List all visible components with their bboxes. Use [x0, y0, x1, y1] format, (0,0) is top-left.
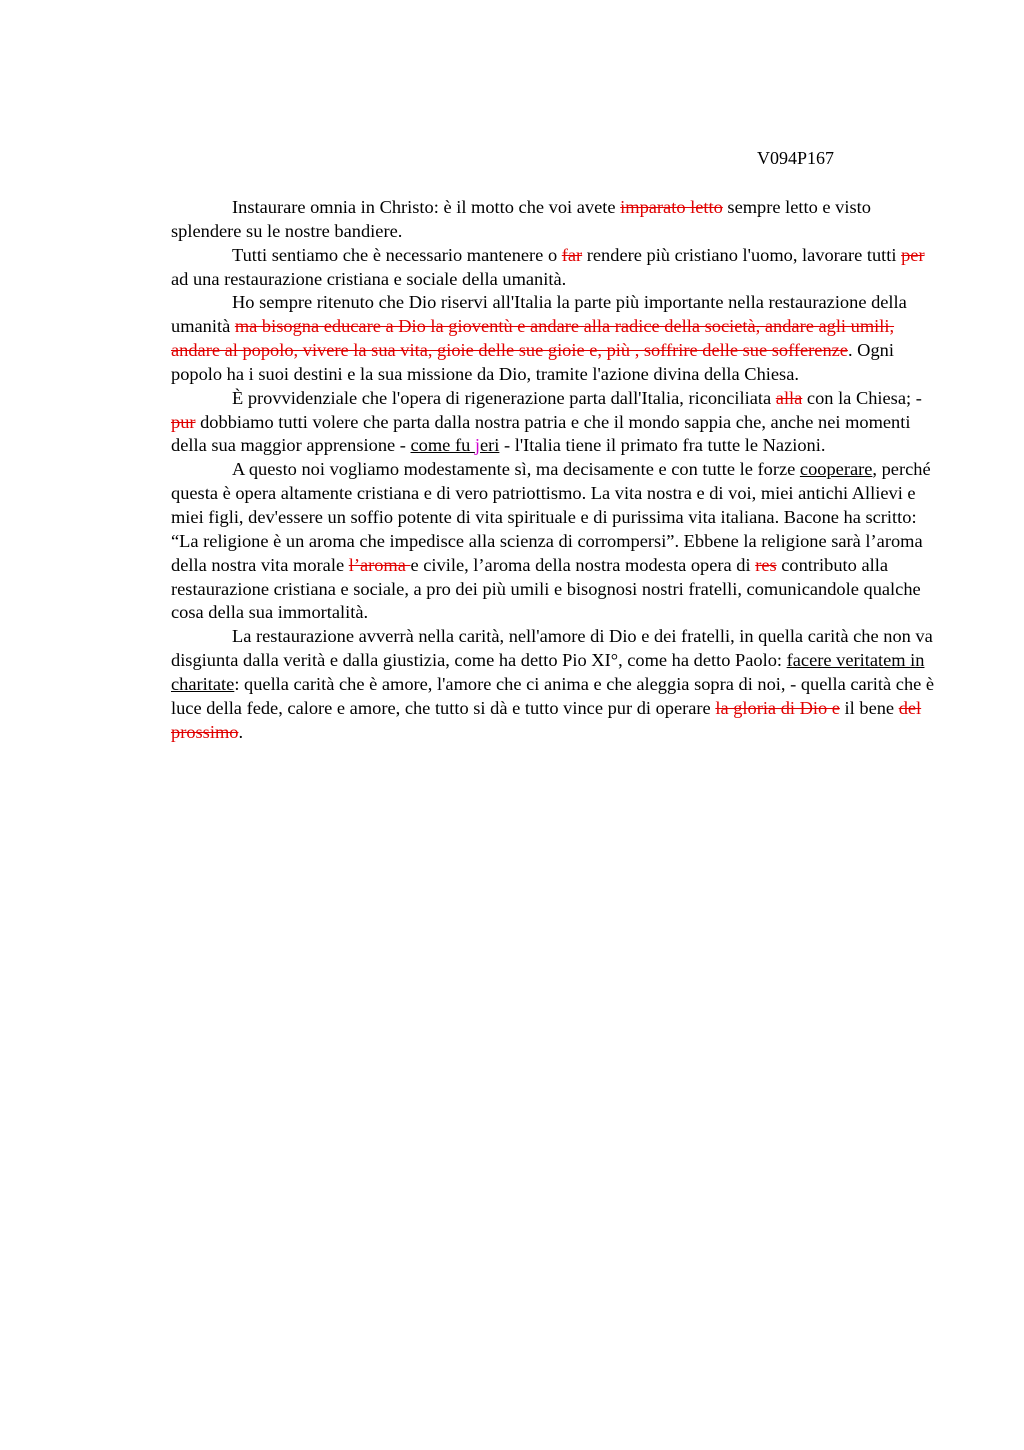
text-run: . Ogni popolo ha i suoi destini e la sua missione da Dio, tramite l'azione divina della Chiesa.: [171, 340, 894, 384]
underlined-text: cooperare: [799, 459, 873, 480]
paragraph-2: [171, 244, 941, 292]
deleted-text: pur: [171, 411, 196, 432]
text-run: dobbiamo tutti volere che parta dalla nostra patria e che il mondo sappia che, anche nei momenti della sua maggior apprensione -: [171, 411, 911, 456]
text-run: contributo alla restaurazione cristiana e sociale, a pro dei più umili e bisognosi nostri fratelli, comunicandole qualche cosa della sua immortalità.: [171, 554, 921, 623]
deleted-text: per: [901, 244, 925, 265]
document-body: [171, 196, 941, 744]
paragraph-6: [171, 625, 941, 744]
text-run: Instaurare omnia in Christo: è il motto che voi avete: [232, 197, 621, 217]
text-run: Tutti sentiamo che è necessario mantenere o: [232, 244, 562, 265]
text-run: , perché questa è opera altamente cristiana e di vero patriottismo. La vita nostra e di voi, miei antichi Allievi e miei figli, dev'essere un soffio potente di vita spirituale e di purissima vita italiana. Bacone ha scritto: “La religione è un aroma che impedisce alla scienza di corrompersi”. Ebbene la religione sarà l’aroma della nostra vita morale: [171, 459, 931, 575]
deleted-text: far: [561, 244, 583, 265]
inserted-text: j: [474, 435, 480, 456]
text-run: con la Chiesa; -: [802, 387, 922, 408]
deleted-text: la gloria di Dio e: [715, 697, 840, 718]
underlined-text: facere veritatem in charitate: [171, 650, 925, 694]
page-identifier: V094P167: [757, 148, 835, 168]
deleted-text: imparato letto: [620, 197, 723, 217]
underlined-text: come fu: [410, 435, 475, 456]
paragraph-4: [171, 387, 941, 459]
text-run: e civile, l’aroma della nostra modesta opera di: [410, 554, 756, 575]
text-run: La restaurazione avverrà nella carità, nell'amore di Dio e dei fratelli, in quella carità che non va disgiunta dalla verità e dalla giustizia, come ha detto Pio XI°, come ha detto Paolo:: [171, 626, 933, 671]
text-run: il bene: [839, 697, 899, 718]
text-run: Ho sempre ritenuto che Dio riservi all'Italia la parte più importante nella restaurazione della umanità: [171, 292, 907, 337]
deleted-text: l’aroma: [348, 554, 411, 575]
paragraph-1: [171, 196, 941, 244]
paragraph-3: [171, 291, 941, 386]
deleted-text: res: [755, 554, 777, 575]
text-run: - l'Italia tiene il primato fra tutte le Nazioni.: [499, 435, 826, 456]
paragraph-5: [171, 458, 941, 625]
text-run: È provvidenziale che l'opera di rigenerazione parta dall'Italia, riconciliata: [232, 387, 776, 408]
text-run: A questo noi vogliamo modestamente sì, ma decisamente e con tutte le forze: [232, 459, 800, 480]
text-run: rendere più cristiano l'uomo, lavorare tutti: [582, 244, 902, 265]
deleted-text: ma bisogna educare a Dio la gioventù e andare alla radice della società, andare agli umili, andare al popolo, vivere la sua vita, gioie delle sue gioie e, più , soffrire delle sue sofferenze: [171, 316, 895, 361]
text-run: .: [238, 721, 244, 742]
deleted-text: del prossimo: [171, 697, 922, 742]
text-run: sempre letto e visto splendere su le nostre bandiere.: [171, 197, 871, 241]
text-run: ad una restaurazione cristiana e sociale della umanità.: [171, 268, 567, 289]
deleted-text: alla: [775, 387, 803, 408]
text-run: : quella carità che è amore, l'amore che ci anima e che aleggia sopra di noi, - quella carità che è luce della fede, calore e amore, che tutto si dà e tutto vince pur di operare: [171, 673, 935, 718]
underlined-text: eri: [479, 435, 500, 456]
